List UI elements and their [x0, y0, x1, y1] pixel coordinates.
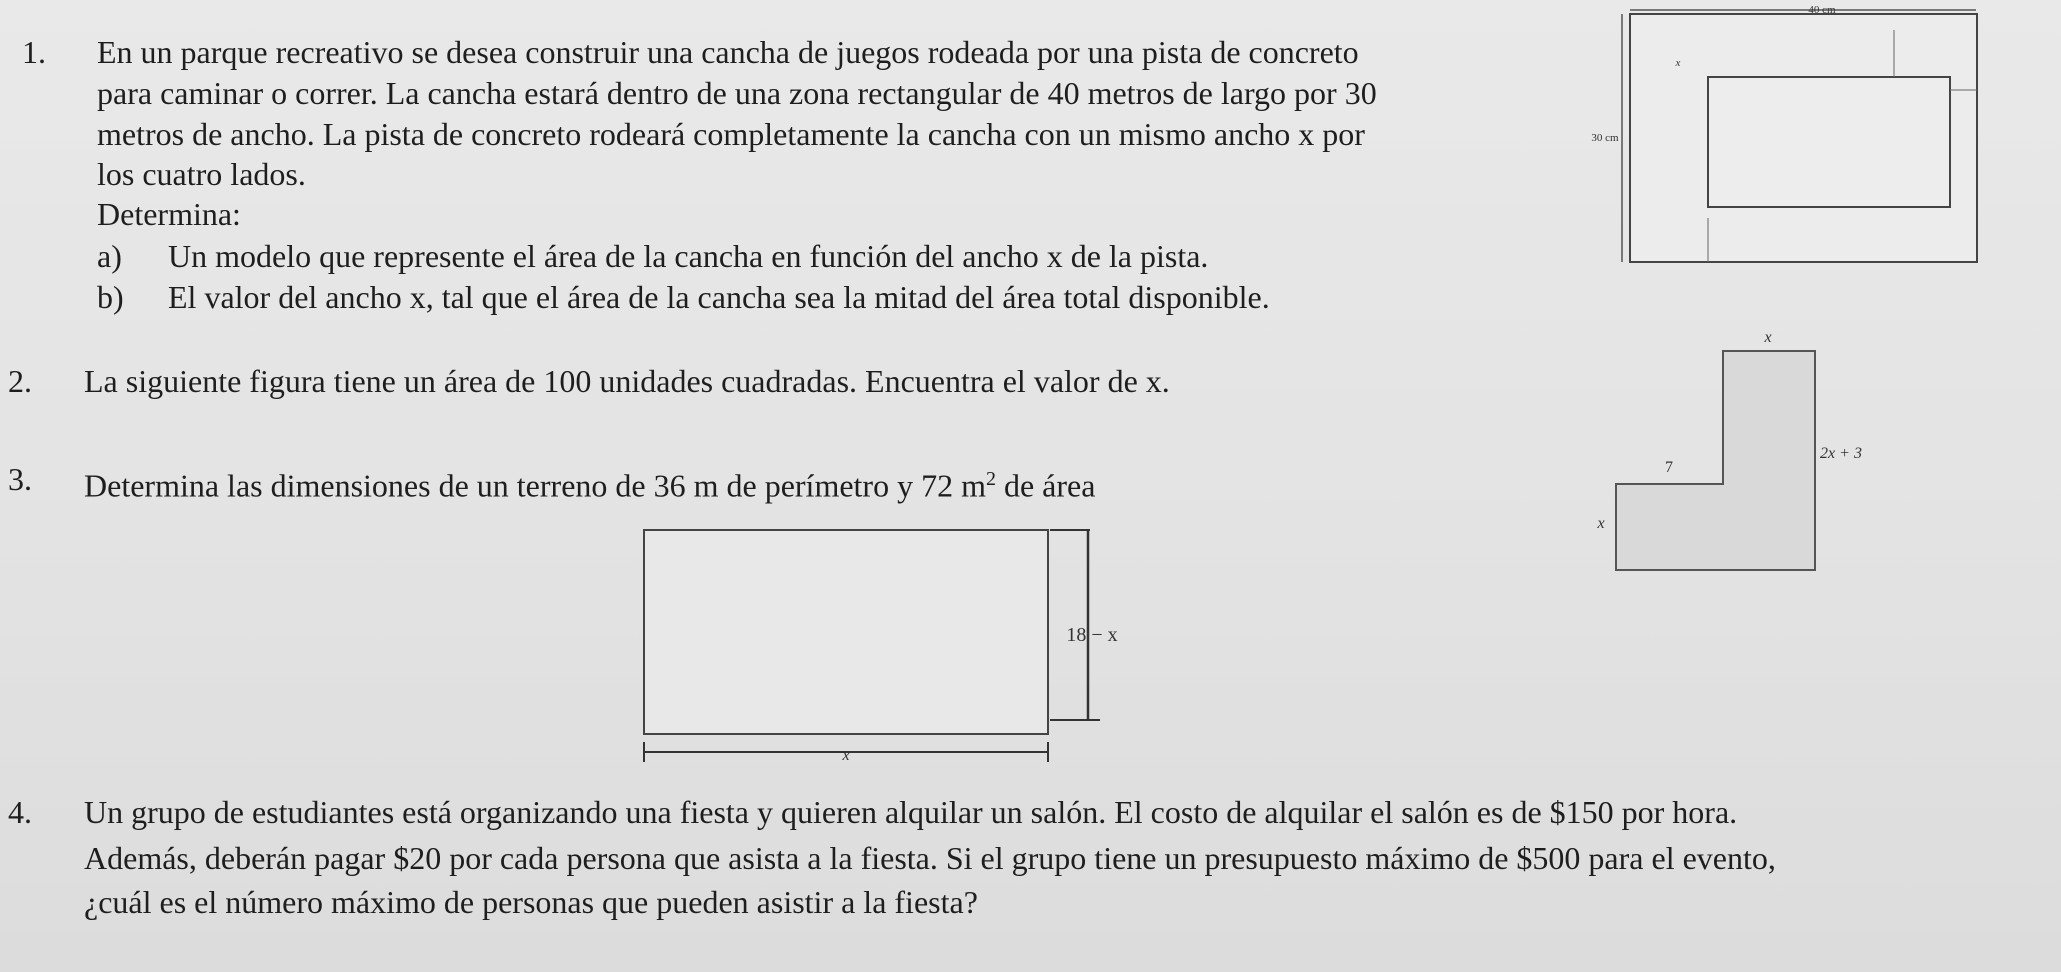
problem-1-line-4: los cuatro lados. [97, 156, 306, 192]
problem-1-number: 1. [22, 34, 46, 70]
figure-1-side-label: 30 cm [1591, 132, 1619, 144]
problem-1-line-1: En un parque recreativo se desea construir una cancha de juegos rodeada por una pista de concreto [97, 34, 1359, 70]
figure-2-top-label: x [1764, 329, 1772, 346]
figure-2-notch-label: 7 [1665, 459, 1673, 476]
problem-2-number: 2. [8, 363, 32, 399]
figure-1-track-diagram [1591, 4, 1977, 262]
problem-4-line-3: ¿cuál es el número máximo de personas que pueden asistir a la fiesta? [84, 884, 978, 920]
figure-1-x-label: x [1675, 57, 1681, 69]
figure-2-shape [1616, 351, 1815, 570]
problem-3-number: 3. [8, 461, 32, 497]
figure-3-bottom-label: x [842, 747, 850, 764]
figure-1-top-label: 40 cm [1808, 4, 1836, 16]
problem-3-superscript: 2 [985, 468, 996, 490]
figure-2-left-label: x [1597, 515, 1605, 532]
problem-1-determina: Determina: [97, 196, 241, 232]
figure-3-rect [644, 530, 1048, 734]
problem-1-b-text: El valor del ancho x, tal que el área de la cancha sea la mitad del área total disponible. [168, 279, 1270, 315]
problem-1-line-3: metros de ancho. La pista de concreto rodeará completamente la cancha con un mismo ancho x por [97, 116, 1365, 152]
problem-1-line-2: para caminar o correr. La cancha estará dentro de una zona rectangular de 40 metros de largo por 30 [97, 75, 1377, 111]
figure-2-l-shape [1596, 329, 1862, 570]
problem-4-line-1: Un grupo de estudiantes está organizando una fiesta y quieren alquilar un salón. El costo de alquilar el salón es de $150 por hora. [84, 794, 1738, 830]
problem-2-text: La siguiente figura tiene un área de 100 unidades cuadradas. Encuentra el valor de x. [84, 363, 1170, 399]
problem-3-text-end: de área [995, 467, 1096, 504]
figure-1-inner-rect [1708, 77, 1950, 207]
problem-1-a-text: Un modelo que represente el área de la cancha en función del ancho x de la pista. [168, 238, 1209, 274]
figure-3-rectangle [644, 530, 1118, 764]
problem-4-number: 4. [8, 794, 32, 830]
figure-2-right-label: 2x + 3 [1820, 445, 1862, 462]
problem-1-a-label: a) [97, 238, 122, 274]
problem-4-line-2: Además, deberán pagar $20 por cada persona que asista a la fiesta. Si el grupo tiene un presupuesto máximo de $500 para el evento, [84, 840, 1776, 876]
problem-3-text-main: Determina las dimensiones de un terreno de 36 m de perímetro y 72 m [84, 467, 986, 504]
figure-3-side-label: 18 − x [1066, 624, 1118, 646]
problem-1-b-label: b) [97, 279, 124, 315]
